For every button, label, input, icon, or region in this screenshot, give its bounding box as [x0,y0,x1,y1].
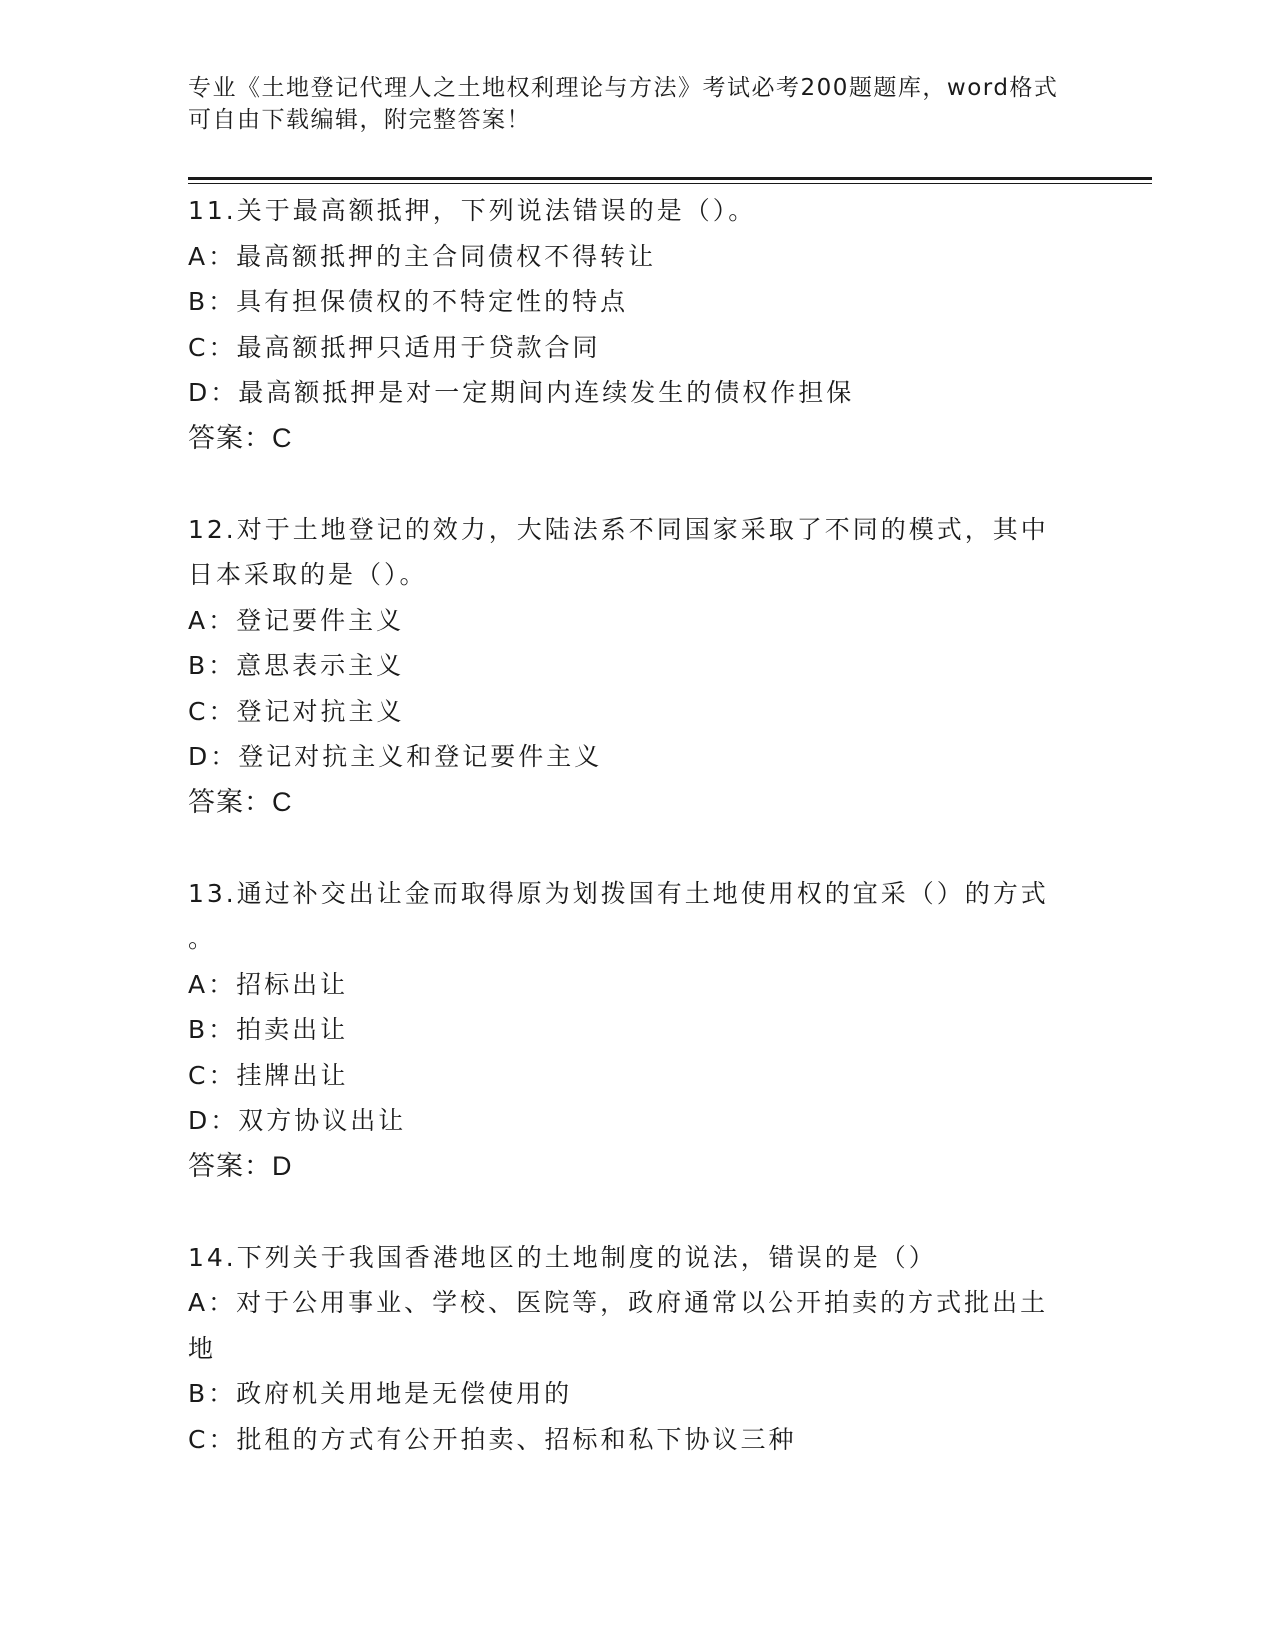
answer-line [188,780,1068,826]
answer-label: 答案： [188,1150,272,1182]
option-d: D：登记对抗主义和登记要件主义 [188,742,603,771]
option-b: B：政府机关用地是无偿使用的 [188,1379,573,1408]
option-a: A：登记要件主义 [188,605,405,635]
question-11 [188,188,1068,461]
answer-line [188,1144,1068,1190]
option-a: A：招标出让 [188,969,349,999]
option-b: B：意思表示主义 [188,651,405,680]
question-stem: 13.通过补交出让金而取得原为划拨国有土地使用权的宜采（）的方式 [188,878,1049,908]
answer-line [188,416,1068,462]
option-c: C：最高额抵押只适用于贷款合同 [188,332,601,362]
question-stem-continued: 。 [188,924,217,953]
question-13 [188,871,1068,1190]
answer-value: D [272,1150,293,1181]
question-12 [188,507,1068,826]
option-a-continued: 地 [188,1333,217,1363]
document-header [188,72,1068,136]
question-stem-continued: 日本采取的是（）。 [188,560,428,589]
option-b: B：具有担保债权的不特定性的特点 [188,287,629,316]
header-divider-thick [188,177,1152,180]
question-stem: 11.关于最高额抵押，下列说法错误的是（）。 [188,196,757,225]
option-d: D：最高额抵押是对一定期间内连续发生的债权作担保 [188,378,855,407]
question-14 [188,1235,1068,1463]
question-stem: 14.下列关于我国香港地区的土地制度的说法，错误的是（） [188,1242,937,1272]
option-b: B：拍卖出让 [188,1015,349,1044]
answer-value: C [272,422,293,453]
option-a: A：对于公用事业、学校、医院等，政府通常以公开拍卖的方式批出土 [188,1288,1049,1317]
option-c: C：批租的方式有公开拍卖、招标和私下协议三种 [188,1424,797,1454]
option-c: C：挂牌出让 [188,1060,349,1090]
answer-label: 答案： [188,422,272,454]
option-d: D：双方协议出让 [188,1106,407,1135]
answer-value: C [272,786,293,817]
answer-label: 答案： [188,786,272,818]
question-stem: 12.对于土地登记的效力，大陆法系不同国家采取了不同的模式，其中 [188,514,1049,544]
question-list [188,188,1068,1508]
option-c: C：登记对抗主义 [188,696,405,726]
option-a: A：最高额抵押的主合同债权不得转让 [188,241,657,271]
header-text: 专业《土地登记代理人之土地权利理论与方法》考试必考200题题库，word格式可自由下载编辑，附完整答案！ [188,75,1059,133]
header-divider-thin [188,183,1152,184]
